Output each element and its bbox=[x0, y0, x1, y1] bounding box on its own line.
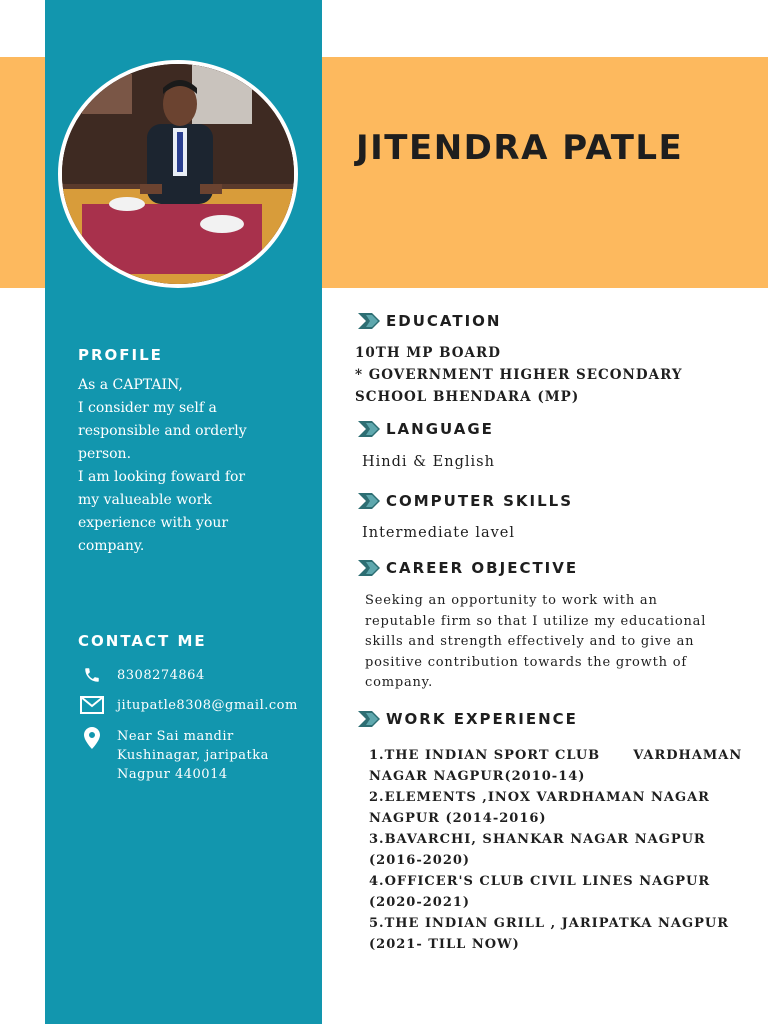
work-line: NAGPUR (2014-2016) bbox=[369, 811, 547, 826]
work-line: (2016-2020) bbox=[369, 853, 471, 868]
work-line: 1.THE INDIAN SPORT CLUB VARDHAMAN bbox=[369, 748, 743, 763]
chevron-icon bbox=[358, 709, 384, 729]
profile-line: I am looking foward for bbox=[78, 469, 246, 485]
location-pin-icon bbox=[80, 727, 104, 747]
language-heading bbox=[358, 419, 494, 439]
work-line: (2020-2021) bbox=[369, 895, 471, 910]
mail-icon bbox=[80, 696, 104, 716]
profile-heading: PROFILE bbox=[78, 346, 163, 364]
work-experience-list bbox=[369, 745, 742, 955]
objective-line: Seeking an opportunity to work with an bbox=[365, 593, 658, 608]
language-title: LANGUAGE bbox=[386, 420, 494, 438]
contact-phone bbox=[80, 666, 205, 686]
contact-address bbox=[80, 727, 269, 784]
work-line: 3.BAVARCHI, SHANKAR NAGAR NAGPUR bbox=[369, 832, 706, 847]
objective-line: company. bbox=[365, 675, 434, 690]
phone-icon bbox=[80, 666, 104, 686]
profile-line: As a CAPTAIN, bbox=[78, 377, 183, 393]
objective-line: reputable firm so that I utilize my educational bbox=[365, 613, 707, 629]
address-value bbox=[117, 727, 269, 784]
objective-line: positive contribution towards the growth of bbox=[365, 654, 687, 670]
career-objective-heading bbox=[358, 558, 578, 578]
work-experience-title: WORK EXPERIENCE bbox=[386, 710, 578, 728]
chevron-icon bbox=[358, 558, 384, 578]
career-objective-title: CAREER OBJECTIVE bbox=[386, 559, 579, 577]
computer-skills-value: Intermediate lavel bbox=[362, 525, 516, 541]
chevron-icon bbox=[358, 491, 384, 511]
profile-photo bbox=[58, 60, 298, 288]
profile-line: my valueable work bbox=[78, 492, 212, 508]
phone-value: 8308274864 bbox=[117, 668, 205, 683]
education-content bbox=[355, 342, 683, 408]
profile-line: person. bbox=[78, 446, 132, 462]
education-line: * GOVERNMENT HIGHER SECONDARY bbox=[355, 367, 683, 383]
profile-line: company. bbox=[78, 538, 145, 554]
address-line: Near Sai mandir bbox=[117, 729, 234, 744]
profile-line: experience with your bbox=[78, 515, 229, 531]
contact-email bbox=[80, 696, 298, 716]
work-line: 2.ELEMENTS ,INOX VARDHAMAN NAGAR bbox=[369, 790, 710, 805]
profile-text bbox=[78, 374, 308, 558]
profile-line: I consider my self a bbox=[78, 400, 217, 416]
education-heading bbox=[358, 311, 501, 331]
candidate-name: JITENDRA PATLE bbox=[356, 128, 684, 168]
email-value[interactable]: jitupatle8308@gmail.com bbox=[117, 698, 298, 713]
career-objective-text bbox=[365, 591, 725, 694]
contact-heading: CONTACT ME bbox=[78, 632, 207, 650]
education-line: SCHOOL BHENDARA (MP) bbox=[355, 389, 580, 405]
language-value: Hindi & English bbox=[362, 454, 495, 470]
education-line: 10TH MP BOARD bbox=[355, 345, 501, 361]
objective-line: skills and strength effectively and to give an bbox=[365, 634, 695, 649]
work-line: 5.THE INDIAN GRILL , JARIPATKA NAGPUR bbox=[369, 916, 729, 931]
profile-line: responsible and orderly bbox=[78, 423, 247, 439]
computer-skills-heading bbox=[358, 491, 573, 511]
computer-skills-title: COMPUTER SKILLS bbox=[386, 492, 574, 510]
work-line: 4.OFFICER'S CLUB CIVIL LINES NAGPUR bbox=[369, 874, 711, 889]
education-title: EDUCATION bbox=[386, 312, 502, 330]
chevron-icon bbox=[358, 311, 384, 331]
work-experience-heading bbox=[358, 709, 578, 729]
chevron-icon bbox=[358, 419, 384, 439]
address-line: Nagpur 440014 bbox=[117, 767, 228, 782]
work-line: (2021- TILL NOW) bbox=[369, 937, 520, 952]
work-line: NAGAR NAGPUR(2010-14) bbox=[369, 769, 586, 784]
address-line: Kushinagar, jaripatka bbox=[117, 748, 269, 763]
